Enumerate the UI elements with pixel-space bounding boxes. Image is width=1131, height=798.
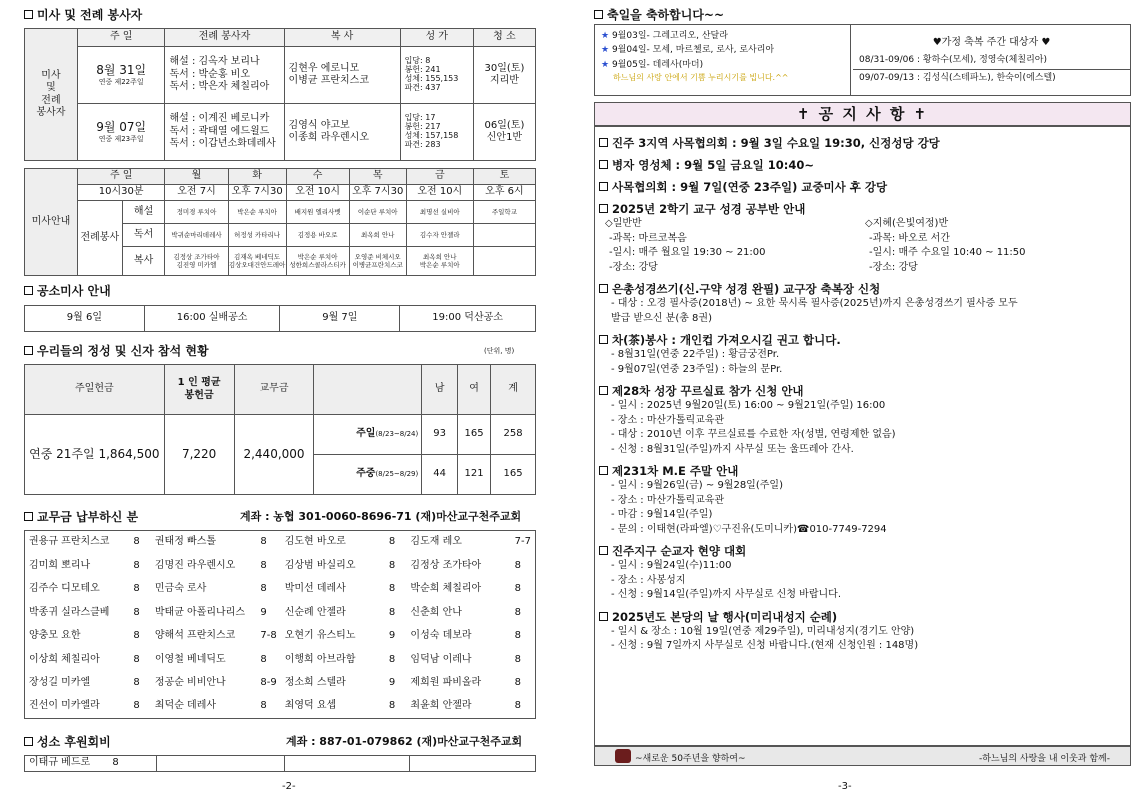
hymn-line: 파견: 283 <box>404 139 441 149</box>
donor-months: 8 <box>514 583 522 594</box>
mass-date: 8월 31일 <box>96 63 147 78</box>
notice-title: ✝ 공 지 사 항 ✝ <box>594 102 1131 126</box>
sacred-table <box>24 755 536 772</box>
stats-header: 여 <box>458 365 491 415</box>
stats-header: 남 <box>422 365 458 415</box>
notice-heading: 진주 3지역 사목협의회 : 9월 3일 수요일 19:30, 신정성당 강당 <box>599 135 1126 151</box>
notice-heading: 2025년도 본당의 날 행사(미리내성지 순례) <box>599 609 1126 625</box>
notice-line: - 장소 : 마산가톨릭교육관 <box>611 494 725 506</box>
birthday-line: ★ 9월05일- 데레사(마더) <box>601 59 704 70</box>
bible-class-right <box>865 217 1125 275</box>
right-page <box>580 0 1131 798</box>
guide-day: 수 <box>286 169 349 185</box>
stats-total: 165 <box>491 455 536 495</box>
mass-header: 청 소 <box>473 29 535 47</box>
donor-row <box>25 695 536 719</box>
sacred-account: 계좌 : 887-01-079862 (재)마산교구천주교회 <box>286 735 523 748</box>
notice-line: - 일시 : 2025년 9월20일(토) 16:00 ~ 9월21일(주일) 16:00 <box>611 400 886 411</box>
clean-group: 신안1반 <box>486 132 523 143</box>
mass-header: 전례 봉사자 <box>165 29 284 47</box>
hymn-line: 봉헌: 241 <box>404 65 441 75</box>
donor-months: 8 <box>260 653 267 665</box>
guide-cell: 허정성 카타리나 <box>228 224 286 247</box>
guide-sublabel: 전례봉사 <box>77 201 122 276</box>
guide-cell: 정미경 루치아 <box>165 201 228 224</box>
donor-months: 8 <box>514 700 522 712</box>
sacred-cell: 이태규 베드로 8 <box>25 756 157 772</box>
bible-line: ◇지혜(은빛여정)반 <box>865 218 949 229</box>
notice-line: - 8월31일(연중 22주일) : 황금궁전Pr. <box>611 349 780 360</box>
notice-line: - 신청 : 8월31일(주일)까지 사무실 또는 울뜨레아 간사. <box>611 443 854 455</box>
footer-right: -하느님의 사랑을 내 이웃과 함께- <box>979 754 1110 764</box>
donor-name: 김미희 뽀리나 <box>29 559 91 571</box>
hymn-line: 성체: 157,158 <box>404 131 459 140</box>
bible-line: -일시: 매주 월요일 19:30 ~ 21:00 <box>609 247 766 258</box>
donor-months: 8 <box>133 653 140 665</box>
donor-months: 8 <box>133 559 140 571</box>
donor-name: 박순희 체칠리아 <box>410 583 482 594</box>
mass-week: 연중 제23주일 <box>98 135 144 144</box>
guide-day: 목 <box>349 169 406 185</box>
server-line: 해설 : 김옥자 보리나 <box>169 56 260 68</box>
hymn-line: 입당: 17 <box>404 113 436 123</box>
guide-day: 월 <box>165 169 228 185</box>
hymn-line: 성체: 155,153 <box>404 74 459 83</box>
donor-months: 8 <box>133 536 140 548</box>
page-number: -2- <box>282 781 296 792</box>
notice-line: - 일시 & 장소 : 10월 19일(연중 제29주일), 미리내성지(경기도 안양) <box>611 625 915 637</box>
donor-name: 양해석 프란치스코 <box>154 630 236 641</box>
server-line: 독서 : 곽태열 에드윌드 <box>169 125 270 137</box>
guide-cell: 박은순 루치아 <box>228 201 286 224</box>
stats-header: 주일헌금 <box>25 365 165 415</box>
donor-months: 9 <box>388 630 396 641</box>
stats-header: 계 <box>491 365 536 415</box>
donor-row <box>25 578 536 602</box>
mass-guide-table <box>24 168 536 276</box>
guide-time: 오전 10시 <box>406 185 473 201</box>
notice-heading: 사목협의회 : 9월 7일(연중 23주일) 교중미사 후 강당 <box>599 179 1126 195</box>
public-mass-table <box>24 305 536 332</box>
family-title: ♥가정 축복 주간 대상자 ♥ <box>932 37 1051 48</box>
donor-name: 오현기 유스티노 <box>284 630 356 641</box>
notice-heading: 제231차 M.E 주말 안내 <box>599 463 1126 479</box>
guide-cell: 최옥희 안나 박은순 루치아 <box>406 247 473 276</box>
donor-name: 최윤희 안젤라 <box>410 700 472 712</box>
mass-rowlabel: 미사 및 전례 봉사자 <box>25 29 78 161</box>
notice-line: 발급 받으신 분(총 8권) <box>611 312 712 324</box>
donor-name: 박종귀 실라스클베 <box>29 606 110 618</box>
guide-time: 오전 7시 <box>165 185 228 201</box>
donor-name: 신순례 안젤라 <box>284 606 346 618</box>
notice-line: - 장소 : 사봉성지 <box>611 574 686 586</box>
guide-time: 10시30분 <box>77 185 165 201</box>
guide-cell: 박은순 루치아 성한희스콜라스티카 <box>286 247 349 276</box>
donor-months: 7-7 <box>514 536 531 548</box>
donor-name: 임덕남 이레나 <box>410 653 472 665</box>
notice-line: - 9월07일(연중 23주일) : 하늘의 문Pr. <box>611 363 783 375</box>
mass-header: 성 가 <box>400 29 473 47</box>
donor-months: 8 <box>388 653 396 665</box>
notice-line: - 대상 : 오경 필사증(2018년) ~ 요한 묵시록 필사증(2025년)까지 은총성경쓰기 필사증 모두 <box>611 298 1018 309</box>
birthday-box <box>594 24 1131 96</box>
notice-line: - 장소 : 마산가톨릭교육관 <box>611 414 725 426</box>
donor-months: 9 <box>388 677 396 688</box>
guide-cell: 주일학교 <box>473 201 535 224</box>
server-line: 독서 : 박순홍 비오 <box>169 68 250 80</box>
notice-heading: 2025년 2학기 교구 성경 공부반 안내 <box>599 201 1126 217</box>
family-line: 09/07-09/13 : 김성식(스테파노), 한숙이(에스텔) <box>853 69 1130 87</box>
sunday-collection: 연중 21주일 1,864,500 <box>25 415 165 495</box>
donor-name: 김주수 디모테오 <box>29 583 100 594</box>
donor-months: 8 <box>388 606 396 618</box>
donor-row <box>25 601 536 625</box>
donor-title: 교무금 납부하신 분 <box>24 508 138 525</box>
public-mass-cell: 9월 6일 <box>25 306 145 332</box>
notice-line: - 대상 : 2010년 이후 꾸르실료를 수료한 자(성별, 연령제한 없음) <box>611 429 896 440</box>
donor-months: 8 <box>133 677 140 688</box>
notice-line: - 신청 : 9월14일(주일)까지 사무실로 신청 바랍니다. <box>611 589 841 600</box>
birthday-line: ★ 9월03일- 그레고리오, 산달라 <box>601 31 728 41</box>
guide-cell: 김정용 바오로 <box>286 224 349 247</box>
donor-name: 최영덕 요셉 <box>284 700 337 712</box>
donor-months: 8 <box>133 700 140 712</box>
public-mass-title: 공소미사 안내 <box>24 282 111 299</box>
sacred-title: 성소 후원회비 <box>24 733 111 750</box>
donor-months: 8 <box>388 559 396 571</box>
parish-dues: 2,440,000 <box>234 415 314 495</box>
stats-total: 258 <box>491 415 536 455</box>
guide-cell: 이순단 루치아 <box>349 201 406 224</box>
donor-name: 김도현 바오로 <box>284 536 346 548</box>
guide-cell: 박귀순마리데레사 <box>165 224 228 247</box>
guide-role: 독서 <box>122 224 165 247</box>
donor-name: 이영철 베네딕도 <box>154 653 226 665</box>
stats-male: 93 <box>422 415 458 455</box>
server-line: 해설 : 이계진 베로니카 <box>169 113 270 125</box>
donor-name: 김명진 라우렌시오 <box>154 559 236 571</box>
hymn-line: 봉헌: 217 <box>404 122 441 132</box>
bible-line: -일시: 매주 수요일 10:40 ~ 11:50 <box>869 247 1026 258</box>
guide-cell: 최옥희 안나 <box>349 224 406 247</box>
guide-label: 미사안내 <box>25 169 78 276</box>
mass-header: 주 일 <box>77 29 165 47</box>
donor-name: 제희원 파비올라 <box>410 677 482 688</box>
donor-name: 정공순 비비안나 <box>154 677 226 688</box>
altar-server: 이병균 프란치스코 <box>288 75 370 86</box>
notice-heading: 차(茶)봉사 : 개인컵 가져오시길 권고 합니다. <box>599 332 1126 348</box>
guide-time: 오후 7시30 <box>228 185 286 201</box>
bible-class-left <box>605 217 865 275</box>
bible-class-columns <box>599 217 1126 275</box>
donor-account: 계좌 : 농협 301-0060-8696-71 (재)마산교구천주교회 <box>240 510 522 523</box>
donor-months: 8 <box>260 559 267 571</box>
left-page <box>0 0 560 798</box>
birthday-title: 축일을 축하합니다~~ <box>594 6 724 23</box>
guide-cell: 김수자 안젤라 <box>406 224 473 247</box>
donor-months: 8 <box>514 677 522 688</box>
stats-female: 121 <box>458 455 491 495</box>
notice-heading: 진주지구 순교자 현양 대회 <box>599 543 1126 559</box>
bible-line: ◇일반반 <box>605 218 642 229</box>
donor-name: 이상희 체칠리아 <box>29 653 100 665</box>
donor-months: 8 <box>133 606 140 618</box>
page-number: -3- <box>838 781 852 792</box>
donor-name: 박미선 데레사 <box>284 583 346 594</box>
guide-cell: 김재옥 베네딕도 김상오대건안드레아 <box>228 247 286 276</box>
donor-name: 김도재 레오 <box>410 536 462 548</box>
notice-heading: 병자 영성체 : 9월 5일 금요일 10:40~ <box>599 157 1126 173</box>
donor-months: 8 <box>260 536 267 548</box>
donor-name: 장성길 미카엘 <box>29 677 91 688</box>
donor-months: 8 <box>133 583 140 594</box>
donor-months: 8-9 <box>260 677 277 688</box>
guide-cell <box>473 247 535 276</box>
notice-footer <box>594 746 1131 766</box>
birthday-line: ★ 9월04일- 모세, 마르첼로, 로사, 로사리아 <box>601 45 775 56</box>
guide-role: 해설 <box>122 201 165 224</box>
guide-day: 화 <box>228 169 286 185</box>
guide-cell: 배지원 엘리사벳 <box>286 201 349 224</box>
bible-line: -장소: 강당 <box>869 261 918 273</box>
stats-male: 44 <box>422 455 458 495</box>
donor-name: 김정상 조가타아 <box>410 559 482 571</box>
birthday-footer: 하느님의 사랑 안에서 기쁨 누리시기를 빕니다.^^ <box>613 73 789 83</box>
donor-months: 8 <box>388 700 396 712</box>
donor-months: 9 <box>260 606 267 618</box>
stats-female: 165 <box>458 415 491 455</box>
donor-table <box>24 530 536 719</box>
donor-months: 8 <box>514 630 522 641</box>
donor-name: 진선이 미카엘라 <box>29 700 100 712</box>
clean-group: 지리반 <box>489 75 519 86</box>
guide-cell: 오영준 비체시오 이병균프란치스코 <box>349 247 406 276</box>
donor-name: 김상범 바실리오 <box>284 559 356 571</box>
notice-heading: 제28차 성장 꾸르실료 참가 신청 안내 <box>599 383 1126 399</box>
donor-months: 8 <box>260 700 267 712</box>
guide-cell: 김정상 조가타아 김진영 미카엘 <box>165 247 228 276</box>
mass-header: 복 사 <box>284 29 400 47</box>
donor-name: 박태균 아폴리나리스 <box>154 606 245 618</box>
donor-name: 정소희 스텔라 <box>284 677 346 688</box>
mass-row <box>25 104 536 161</box>
notice-body <box>594 126 1131 746</box>
stats-header <box>314 365 422 415</box>
stats-title: 우리들의 정성 및 신자 참석 현황 <box>24 342 209 359</box>
public-mass-cell: 19:00 덕산공소 <box>400 306 536 332</box>
mass-section-title: 미사 및 전례 봉사자 <box>24 6 142 23</box>
notice-line: - 문의 : 이태현(라파엘)♡구진유(도미니카)☎010-7749-7294 <box>611 523 887 535</box>
mass-date: 9월 07일 <box>96 120 147 135</box>
server-line: 독서 : 이갑년소화데레사 <box>169 138 276 150</box>
stats-period-cell: 주일(8/23~8/24) <box>314 415 422 455</box>
notice-line: - 일시 : 9월26일(금) ~ 9월28일(주일) <box>611 480 783 491</box>
altar-server: 이종희 라우렌시오 <box>288 132 370 143</box>
donor-row <box>25 625 536 649</box>
guide-day: 금 <box>406 169 473 185</box>
mass-row <box>25 47 536 104</box>
guide-cell: 최명선 실비아 <box>406 201 473 224</box>
donor-months: 8 <box>514 559 522 571</box>
donor-name: 이성숙 데보라 <box>410 630 472 641</box>
donor-months: 8 <box>514 606 522 618</box>
stats-header: 1 인 평균 봉헌금 <box>164 365 234 415</box>
mass-week: 연중 제22주일 <box>98 78 144 87</box>
stats-period-cell: 주중(8/25~8/29) <box>314 455 422 495</box>
donor-months: 8 <box>133 630 140 641</box>
public-mass-cell: 9월 7일 <box>280 306 400 332</box>
guide-time: 오후 6시 <box>473 185 535 201</box>
donor-name: 최덕순 데레사 <box>154 700 217 712</box>
stats-header: 교무금 <box>234 365 314 415</box>
footer-left: ~새로운 50주년을 향하여~ <box>635 754 746 764</box>
donor-name: 신춘희 안나 <box>410 606 462 618</box>
guide-day: 토 <box>473 169 535 185</box>
public-mass-cell: 16:00 실배공소 <box>144 306 280 332</box>
stats-unit: (단위, 명) <box>484 347 515 355</box>
clean-date: 06일(토) <box>484 119 525 131</box>
donor-name: 권용규 프란치스코 <box>29 536 110 548</box>
donor-row <box>25 672 536 696</box>
donor-row <box>25 554 536 578</box>
donor-name: 이행희 아브라함 <box>284 653 356 665</box>
donor-row <box>25 648 536 672</box>
guide-time: 오후 7시30 <box>349 185 406 201</box>
family-line: 08/31-09/06 : 황하수(모세), 정영숙(체칠리아) <box>859 55 1047 65</box>
donor-name: 양충모 요한 <box>29 630 81 641</box>
notice-line: - 신청 : 9월 7일까지 사무실로 신청 바랍니다.(현재 신청인원 : 148명) <box>611 640 919 651</box>
guide-day: 주 일 <box>77 169 165 185</box>
server-line: 독서 : 박은자 체칠리아 <box>169 81 270 93</box>
donor-months: 7-8 <box>260 630 277 641</box>
notice-heading: 은총성경쓰기(신.구약 성경 완필) 교구장 축복장 신청 <box>599 281 1126 297</box>
notice-line: - 마감 : 9월14일(주일) <box>611 509 713 520</box>
donor-months: 8 <box>388 536 396 548</box>
hymn-line: 입당: 8 <box>404 56 431 66</box>
avg-offering: 7,220 <box>164 415 234 495</box>
bible-line: -장소: 강당 <box>609 261 658 273</box>
mass-table <box>24 28 536 161</box>
donor-months: 8 <box>388 583 396 594</box>
hymn-line: 파견: 437 <box>404 82 441 92</box>
stats-table <box>24 364 536 495</box>
guide-time: 오전 10시 <box>286 185 349 201</box>
donor-name: 권태정 빠스톨 <box>154 536 217 548</box>
altar-server: 김영식 야고보 <box>288 119 350 131</box>
bible-line: -과목: 마르코복음 <box>609 232 687 244</box>
donor-name: 민금숙 로사 <box>154 583 207 594</box>
clean-date: 30일(토) <box>484 62 525 74</box>
parish-logo-icon <box>615 749 631 763</box>
guide-role: 복사 <box>122 247 165 276</box>
altar-server: 김현우 에로니모 <box>288 62 360 74</box>
donor-months: 8 <box>260 583 267 594</box>
donor-row <box>25 531 536 555</box>
guide-cell <box>473 224 535 247</box>
notice-line: - 일시 : 9월24일(수)11:00 <box>611 560 732 571</box>
bible-line: -과목: 바오로 서간 <box>869 232 950 244</box>
donor-months: 8 <box>514 653 522 665</box>
